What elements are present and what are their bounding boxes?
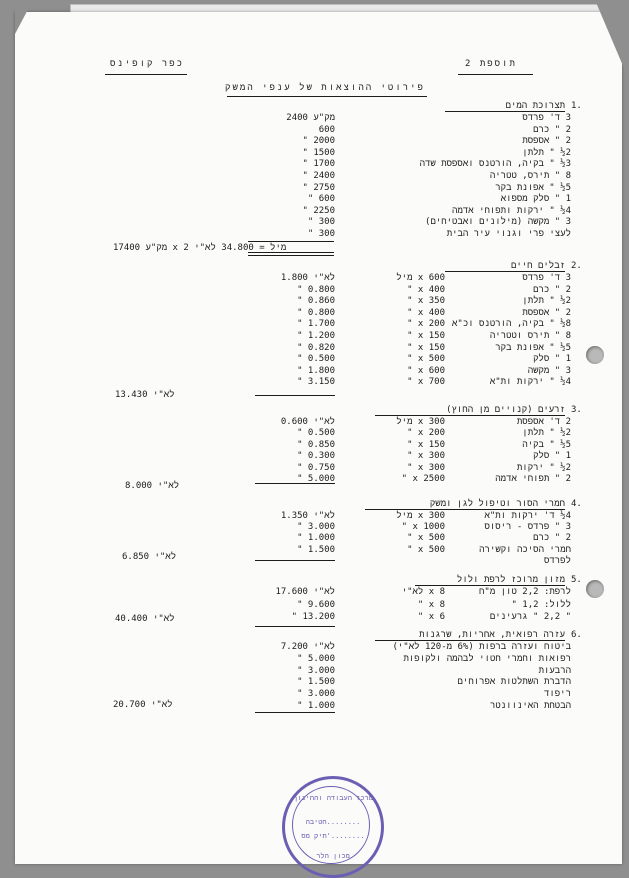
s3-row-0-col-2: 0.600 לא"י (280, 417, 335, 427)
section-1-title: תצרוכת המים (445, 101, 565, 112)
section-2-sum: 13.430 לא"י (115, 390, 175, 400)
s6-row-1-col-1: " 5.000 (297, 653, 335, 664)
s2-row-9-col-2: " 3.150 (297, 377, 335, 388)
stamp-line-2: תיק מס'........ (301, 832, 365, 840)
s6-row-3-col-1: " 1.500 (297, 677, 335, 688)
s3-row-3-col-2: " 0.300 (297, 451, 335, 462)
section-1-sum: 17400 מק"ע x 2 מיל = 34.800 לא"י (113, 243, 287, 253)
s1-row-7-col-0: 1 " סלק מספוא (500, 194, 571, 205)
s2-row-1-col-0: 2 " כרם (533, 284, 571, 295)
s2-row-3-col-1: x 400 " (407, 307, 445, 318)
s5-row-1-col-2: " 9.600 (297, 599, 335, 610)
s2-row-7-col-0: 1 " סלק (533, 354, 571, 365)
s2-row-2-col-1: x 350 " (407, 296, 445, 307)
s1-row-1-col-0: 2 " כרם (533, 124, 571, 135)
s1-row-5-col-1: " 2400 (302, 171, 335, 181)
punch-hole-top (586, 346, 604, 364)
s2-row-4-col-1: x 200 " (407, 319, 445, 330)
section-3-sum: 8.000 לא"י (125, 481, 180, 491)
s5-row-0-col-0: לרפת: 2,2 טון מ"ח (479, 587, 571, 597)
s6-row-1-col-0: רפואות וחמרי חטוי לבהמה ולקופות (403, 653, 571, 664)
s3-row-1-col-1: x 200 " (407, 428, 445, 439)
s1-row-2-col-1: " 2000 (302, 136, 335, 147)
s4-row-1-col-1: x 1000 " (401, 522, 445, 533)
section-1-number: 1. (571, 101, 582, 111)
s2-row-9-col-0: 4½ " ירקות ות"א (489, 377, 571, 388)
s6-row-0-col-0: ביטוח ועזרה ברפות (6% מ-120 לא"י) (392, 642, 571, 652)
s2-row-3-col-2: " 0.800 (297, 307, 335, 318)
s4-row-2-col-1: x 500 " (407, 533, 445, 544)
s6-row-4-col-1: " 3.000 (297, 689, 335, 700)
s3-row-4-col-2: " 0.750 (297, 462, 335, 473)
s4-row-0-col-2: 1.350 לא"י (280, 511, 335, 521)
s1-row-5-col-0: 8 " תירס, טטריה (489, 171, 571, 181)
document-page (15, 12, 622, 864)
s2-row-8-col-2: " 1.800 (297, 365, 335, 376)
s6-row-2-col-1: " 3.000 (297, 665, 335, 676)
s1-row-0-col-1: 2400 מק"ע (286, 113, 335, 123)
header-left: כפר קופינס (110, 59, 185, 69)
s2-row-9-col-1: x 700 " (407, 377, 445, 388)
s1-row-8-col-1: " 2250 (302, 205, 335, 216)
s2-row-1-col-2: " 0.800 (297, 284, 335, 295)
s2-row-0-col-1: x 600 מיל (396, 273, 445, 283)
s4-row-2-col-2: " 1.000 (297, 533, 335, 544)
section-6-sum: 20.700 לא"י (113, 700, 173, 710)
s5-row-1-col-1: x 8 " (417, 599, 445, 610)
section-5-title: מזון מרוכז לרפת ולול (415, 575, 565, 586)
s6-row-0-col-1: 7.200 לא"י (280, 642, 335, 652)
s3-row-5-col-1: x 2500 " (401, 474, 445, 484)
s1-row-4-col-1: " 1700 (302, 159, 335, 170)
stamp-top: מרכז העבודה והחינוך (293, 794, 373, 802)
s4-row-1-col-2: " 3.000 (297, 522, 335, 533)
section-4-number: 4. (571, 499, 582, 509)
s6-row-2-col-0: הרבעות (538, 665, 571, 676)
s3-row-1-col-0: 2½ " תלתן (522, 428, 571, 439)
s2-row-7-col-1: x 500 " (407, 354, 445, 365)
s2-row-0-col-2: 1.800 לא"י (280, 273, 335, 283)
s1-row-0-col-0: 3 ד' פרדס (522, 113, 571, 123)
punch-hole-bottom (586, 580, 604, 598)
s4-row-3-col-0: חמרי הסיכה וקשירה (479, 544, 571, 555)
s2-row-4-col-0: 8½ " בקיה, הורטנס וכ"א (452, 319, 571, 330)
s2-row-6-col-2: " 0.820 (297, 342, 335, 353)
s1-row-6-col-0: 5½ " אפונת בקר (495, 182, 571, 193)
s3-row-1-col-2: " 0.500 (297, 428, 335, 439)
s6-row-3-col-0: הדברת השתלטות אפרוחים (457, 677, 571, 688)
s4-row-4-col-0: לפרדס (543, 555, 571, 566)
section-3-number: 3. (571, 405, 582, 415)
s1-row-6-col-1: " 2750 (302, 182, 335, 193)
s4-row-2-col-0: 2 " כרם (533, 533, 571, 544)
page-corner-left (15, 0, 33, 34)
s1-row-10-col-1: " 300 (307, 229, 335, 239)
s6-row-5-col-0: הבטחת האינוונטר (489, 701, 571, 711)
s2-row-6-col-0: 5½ " אפונת בקר (495, 342, 571, 353)
s2-row-5-col-2: " 1.200 (297, 331, 335, 341)
s3-row-2-col-1: x 150 " (407, 439, 445, 450)
page-corner-right (595, 0, 629, 80)
s2-row-4-col-2: " 1.700 (297, 319, 335, 330)
s2-row-8-col-1: x 600 " (407, 365, 445, 376)
s3-row-5-col-2: " 5.000 (297, 474, 335, 484)
s3-row-4-col-0: 2½ " ירקות (516, 462, 571, 473)
s1-row-9-col-1: " 300 (307, 217, 335, 228)
s5-row-0-col-2: 17.600 לא"י (275, 587, 335, 597)
s3-row-5-col-0: 2 " תפוחי אדמה (495, 474, 571, 484)
page-title: פירוטי ההוצאות של ענפי המשק (225, 83, 425, 93)
s2-row-1-col-1: x 400 " (407, 284, 445, 295)
s2-row-5-col-0: 8 " תירס וטטריה (489, 331, 571, 341)
s2-row-0-col-0: 3 ד' פרדס (522, 273, 571, 283)
s3-row-3-col-1: x 300 " (407, 451, 445, 462)
s3-row-2-col-0: 5½ " בקיה (522, 439, 571, 450)
s1-row-9-col-0: 3 " מקשה (מילונים ואבטיחים) (425, 217, 571, 228)
section-2-title: זבלים חיים (445, 261, 565, 272)
s3-row-2-col-2: " 0.850 (297, 439, 335, 450)
s1-row-10-col-0: לעצי פרי וגנוי עיר הבית (446, 229, 571, 239)
s3-row-0-col-1: x 300 מיל (396, 417, 445, 427)
s2-row-8-col-0: 3 " מקשה (527, 365, 571, 376)
section-5-number: 5. (571, 575, 582, 585)
s1-row-1-col-1: 600 (318, 124, 335, 135)
s6-row-4-col-0: ריפוד (543, 689, 571, 700)
institution-stamp (282, 776, 384, 878)
s2-row-2-col-2: " 0.860 (297, 296, 335, 307)
section-4-sum: 6.850 לא"י (122, 552, 177, 562)
s2-row-3-col-0: 2 " אספסת (522, 307, 571, 318)
section-5-sum: 40.400 לא"י (115, 614, 175, 624)
s4-row-3-col-1: x 500 " (407, 544, 445, 555)
s4-row-0-col-1: x 300 מיל (396, 511, 445, 521)
s5-row-1-col-0: ללול: 1,2 " (511, 599, 571, 610)
s2-row-5-col-1: x 150 " (407, 331, 445, 341)
s2-row-6-col-1: x 150 " (407, 342, 445, 353)
s6-row-5-col-1: " 1.000 (297, 701, 335, 711)
s5-row-2-col-0: " 2,2 " גרעינים (489, 612, 571, 622)
s1-row-7-col-1: " 600 (307, 194, 335, 205)
section-6-number: 6. (571, 630, 582, 640)
s2-row-7-col-2: " 0.500 (297, 354, 335, 365)
s3-row-4-col-1: x 300 " (407, 462, 445, 473)
stamp-bottom: מכון הלר (316, 852, 350, 860)
section-3-title: זרעים (קנויים מן החוץ) (375, 405, 565, 416)
s5-row-2-col-2: " 13.200 (291, 612, 335, 622)
section-2-number: 2. (571, 261, 582, 271)
s4-row-0-col-0: 4½ ד' ירקות ות"א (484, 511, 571, 521)
s4-row-1-col-0: 3 " פרדס - ריסוס (484, 522, 571, 533)
s1-row-4-col-0: 3½ " בקיה, הורטנס ואספסת שדה (419, 159, 571, 170)
s4-row-3-col-2: " 1.500 (297, 544, 335, 555)
s5-row-0-col-1: x 8 לא"י (401, 587, 445, 597)
s1-row-2-col-0: 2 " אספסת (522, 136, 571, 147)
s1-row-3-col-1: " 1500 (302, 147, 335, 158)
s1-row-8-col-0: 4½ " ירקות ותפוחי אדמה (452, 205, 571, 216)
header-right: תוספת 2 (465, 59, 517, 69)
section-4-title: חמרי הסור וטיפול לגן ומשק (365, 499, 565, 510)
stamp-line-1: חטיבה........ (305, 818, 361, 826)
s2-row-2-col-0: 2½ " תלתן (522, 296, 571, 307)
s3-row-0-col-0: 2 ד' אספסת (516, 417, 571, 427)
section-6-title: עזרה רפואית, אחריות, שרגנות (375, 630, 565, 641)
s3-row-3-col-0: 1 " סלק (533, 451, 571, 462)
s5-row-2-col-1: x 6 " (417, 612, 445, 622)
s1-row-3-col-0: 2½ " תלתן (522, 147, 571, 158)
